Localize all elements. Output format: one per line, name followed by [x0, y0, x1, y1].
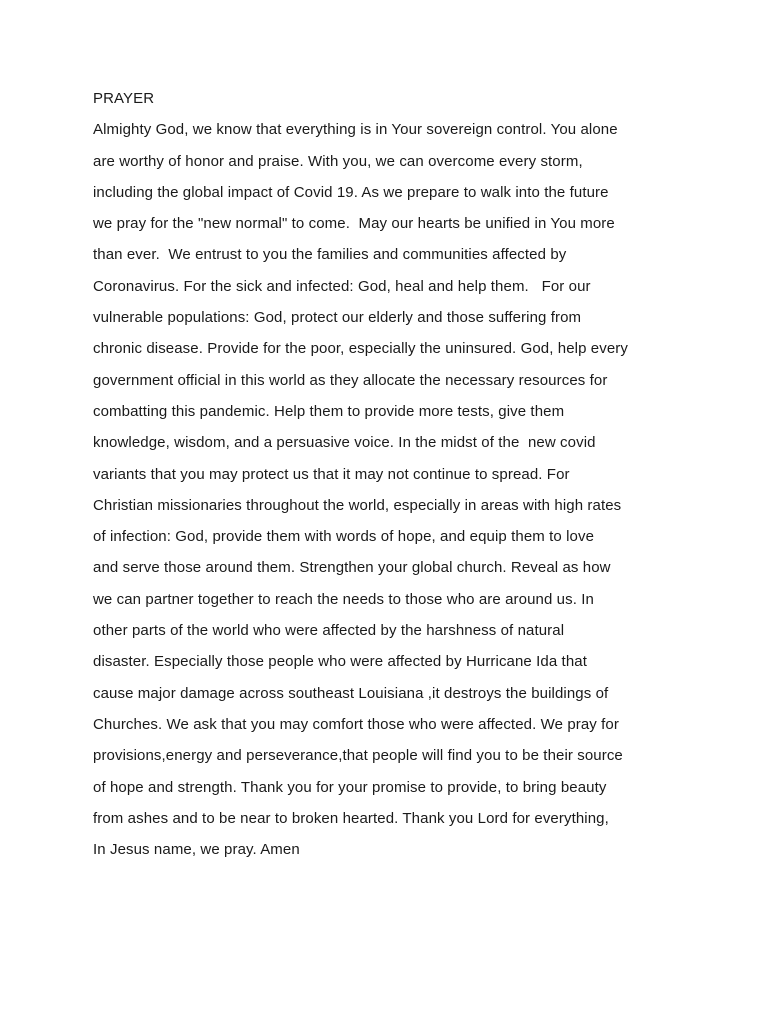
text-line: Coronavirus. For the sick and infected: God, heal and help them. For our	[93, 277, 591, 295]
text-line: government official in this world as they allocate the necessary resources for	[93, 371, 608, 389]
text-line: knowledge, wisdom, and a persuasive voice. In the midst of the new covid	[93, 434, 596, 452]
text-line: variants that you may protect us that it may not continue to spread. For	[93, 465, 570, 483]
text-line: Churches. We ask that you may comfort those who were affected. We pray for	[93, 715, 619, 733]
text-line: from ashes and to be near to broken hearted. Thank you Lord for everything,	[93, 809, 609, 827]
prayer-text	[93, 87, 693, 869]
text-line: Almighty God, we know that everything is in Your sovereign control. You alone	[93, 121, 618, 139]
text-line: and serve those around them. Strengthen your global church. Reveal as how	[93, 559, 611, 577]
text-line: combatting this pandemic. Help them to provide more tests, give them	[93, 402, 565, 420]
text-line: In Jesus name, we pray. Amen	[93, 841, 300, 859]
text-line: vulnerable populations: God, protect our elderly and those suffering from	[93, 309, 582, 327]
text-line: disaster. Especially those people who were affected by Hurricane Ida that	[93, 653, 587, 671]
text-line: we pray for the "new normal" to come. May our hearts be unified in You more	[93, 215, 615, 233]
text-line: than ever. We entrust to you the families and communities affected by	[93, 246, 567, 264]
text-line: chronic disease. Provide for the poor, especially the uninsured. God, help every	[93, 340, 628, 358]
text-line: of hope and strength. Thank you for your promise to provide, to bring beauty	[93, 778, 607, 796]
text-line: we can partner together to reach the needs to those who are around us. In	[93, 590, 594, 608]
text-line: Christian missionaries throughout the world, especially in areas with high rates	[93, 496, 622, 514]
text-line: provisions,energy and perseverance,that people will find you to be their source	[93, 747, 623, 765]
text-line: including the global impact of Covid 19. As we prepare to walk into the future	[93, 183, 609, 201]
text-line: cause major damage across southeast Louisiana ,it destroys the buildings of	[93, 684, 609, 702]
document-title: PRAYER	[93, 90, 155, 107]
text-line: of infection: God, provide them with words of hope, and equip them to love	[93, 528, 595, 546]
text-line: other parts of the world who were affected by the harshness of natural	[93, 622, 565, 640]
text-line: are worthy of honor and praise. With you, we can overcome every storm,	[93, 152, 583, 170]
